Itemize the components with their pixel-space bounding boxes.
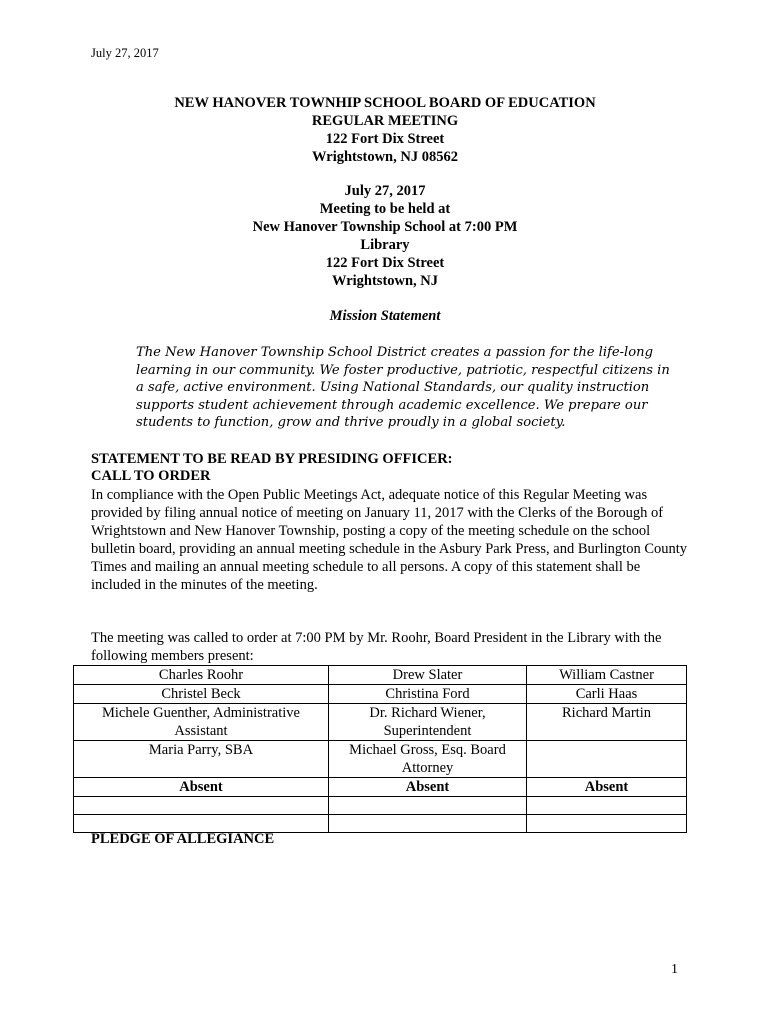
header-date: July 27, 2017	[91, 46, 159, 60]
title-block	[0, 94, 770, 166]
meeting-date: July 27, 2017	[344, 183, 426, 199]
table-cell: Michael Gross, Esq. Board Attorney	[329, 741, 527, 778]
address-city: Wrightstown, NJ 08562	[312, 149, 458, 165]
table-cell: Dr. Richard Wiener, Superintendent	[329, 704, 527, 741]
table-cell	[527, 797, 687, 815]
table-cell	[527, 815, 687, 833]
meeting-street: 122 Fort Dix Street	[325, 255, 445, 271]
meeting-held-at: Meeting to be held at	[319, 201, 451, 217]
table-cell: Christina Ford	[329, 685, 527, 704]
meeting-location-time: New Hanover Township School at 7:00 PM	[252, 219, 518, 235]
table-cell	[74, 815, 329, 833]
table-cell: Christel Beck	[74, 685, 329, 704]
district-title: NEW HANOVER TOWNHIP SCHOOL BOARD OF EDUCATION	[174, 95, 596, 111]
table-row	[74, 666, 687, 685]
members-table	[73, 665, 687, 833]
call-to-order-heading: CALL TO ORDER	[91, 468, 211, 484]
table-cell: Maria Parry, SBA	[74, 741, 329, 778]
absent-header: Absent	[329, 778, 527, 797]
mission-text: The New Hanover Township School District creates a passion for the life-long learning in our community. We foster productive, patriotic, respectful citizens in a safe, active environment. Using National Standards, our quality instruction supports student achievement through academic excellence. We prepare our students to function, grow and thrive proudly in a global society.	[136, 345, 670, 430]
meeting-room: Library	[360, 237, 410, 253]
table-cell: Michele Guenther, Administrative Assistant	[74, 704, 329, 741]
table-cell: William Castner	[527, 666, 687, 685]
table-cell: Carli Haas	[527, 685, 687, 704]
table-row	[74, 815, 687, 833]
meeting-type: REGULAR MEETING	[311, 113, 459, 129]
table-cell	[329, 797, 527, 815]
statement-heading: STATEMENT TO BE READ BY PRESIDING OFFICER:	[91, 451, 453, 467]
table-cell: Charles Roohr	[74, 666, 329, 685]
pledge-heading: PLEDGE OF ALLEGIANCE	[91, 831, 275, 847]
absent-header: Absent	[527, 778, 687, 797]
mission-heading: Mission Statement	[329, 308, 441, 324]
called-to-order-paragraph: The meeting was called to order at 7:00 PM by Mr. Roohr, Board President in the Library with the following members present:	[91, 630, 662, 664]
table-cell	[74, 797, 329, 815]
table-row	[74, 685, 687, 704]
absent-header: Absent	[74, 778, 329, 797]
address-street: 122 Fort Dix Street	[325, 131, 445, 147]
table-cell: Drew Slater	[329, 666, 527, 685]
statement-heading-block	[91, 451, 453, 485]
table-cell: Richard Martin	[527, 704, 687, 741]
table-row	[74, 797, 687, 815]
meeting-info-block	[0, 182, 770, 290]
table-cell	[329, 815, 527, 833]
compliance-paragraph: In compliance with the Open Public Meetings Act, adequate notice of this Regular Meeting was provided by filing annual notice of meeting on January 11, 2017 with the Clerks of the Borough of Wrightstown and New Hanover Township, posting a copy of the meeting schedule on the school bulletin board, providing an annual meeting schedule in the Asbury Park Press, and Burlington County Times and mailing an annual meeting schedule to all persons. A copy of this statement shall be included in the minutes of the meeting.	[91, 487, 688, 593]
meeting-city: Wrightstown, NJ	[331, 273, 439, 289]
table-cell	[527, 741, 687, 778]
absent-header-row	[74, 778, 687, 797]
table-row	[74, 741, 687, 778]
table-row	[74, 704, 687, 741]
page-number: 1	[671, 962, 678, 977]
